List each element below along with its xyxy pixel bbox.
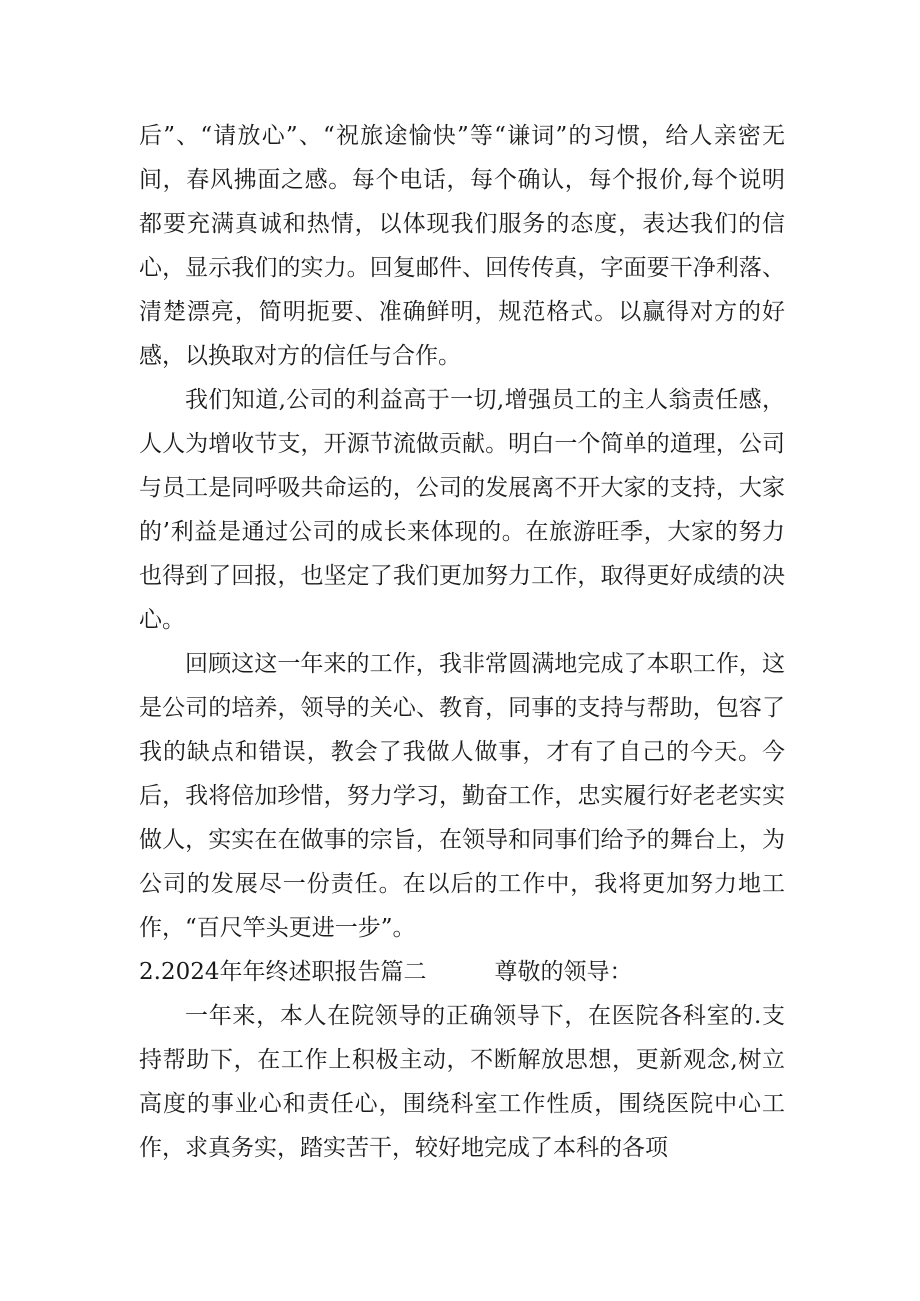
- paragraph-hospital-work: 一年来，本人在院领导的正确领导下，在医院各科室的.支持帮助下，在工作上积极主动，不断解放思想，更新观念,树立高度的事业心和责任心，围绕科室工作性质，围绕医院中心工作，求真务实，踏实苦干，较好地完成了本科的各项: [139, 1003, 785, 1161]
- paragraph-continuation: 后”、“请放心”、“祝旅途愉快”等“谦词”的习惯，给人亲密无间，春风拂面之感。每个电话，每个确认，每个报价,每个说明都要充满真诚和热情，以体现我们服务的态度，表达我们的信心，显示我们的实力。回复邮件、回传传真，字面要干净利落、清楚漂亮，简明扼要、准确鲜明，规范格式。以赢得对方的好感，以换取对方的信任与合作。: [139, 123, 785, 369]
- section-title: 2.2024年年终述职报告篇二: [139, 959, 427, 985]
- document-body: [139, 114, 785, 1170]
- paragraph-company-interest: 我们知道,公司的利益高于一切,增强员工的主人翁责任感，人人为增收节支，开源节流做贡献。明白一个简单的道理，公司与员工是同呼吸共命运的，公司的发展离不开大家的支持，大家的’利益是通过公司的成长来体现的。在旅游旺季，大家的努力也得到了回报，也坚定了我们更加努力工作，取得更好成绩的决心。: [139, 387, 785, 633]
- salutation: 尊敬的领导：: [494, 959, 633, 985]
- paragraph-year-review: 回顾这这一年来的工作，我非常圆满地完成了本职工作，这是公司的培养，领导的关心、教育，同事的支持与帮助，包容了我的缺点和错误，教会了我做人做事，才有了自己的今天。今后，我将倍加珍惜，努力学习，勤奋工作，忠实履行好老老实实做人，实实在在做事的宗旨，在领导和同事们给予的舞台上，为公司的发展尽一份责任。在以后的工作中，我将更加努力地工作，“百尺竿头更进一步”。: [139, 651, 785, 941]
- section-heading: [139, 950, 785, 994]
